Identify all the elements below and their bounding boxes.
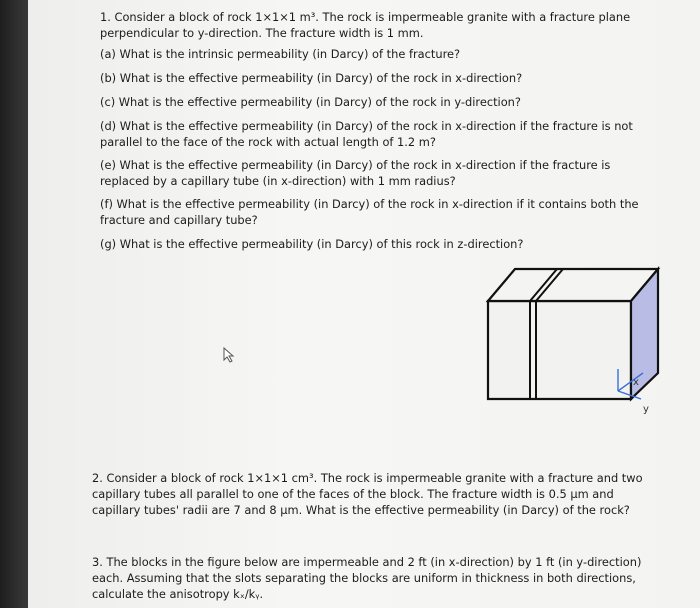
q1-part-f-line1: (f) What is the effective permeability (in Darcy) of the rock in x-direction if it contains both the	[100, 197, 639, 211]
q1-part-a: (a) What is the intrinsic permeability (in Darcy) of the fracture?	[100, 47, 461, 61]
axis-label-y: y	[643, 404, 649, 415]
axis-label-x: x	[633, 377, 639, 388]
q1-part-c: (c) What is the effective permeability (in Darcy) of the rock in y-direction?	[100, 95, 521, 109]
q1-part-f-line2: fracture and capillary tube?	[100, 213, 258, 227]
q1-part-d-line2: parallel to the face of the rock with actual length of 1.2 m?	[100, 135, 436, 149]
q1-part-d-line1: (d) What is the effective permeability (in Darcy) of the rock in x-direction if the fracture is not	[100, 119, 633, 133]
photo-dark-edge	[0, 0, 28, 608]
q3-line2: each. Assuming that the slots separating the blocks are uniform in thickness in both directions,	[92, 571, 636, 585]
q2-line1: 2. Consider a block of rock 1×1×1 cm³. The rock is impermeable granite with a fracture and two	[92, 471, 643, 485]
rock-block-figure	[483, 265, 663, 425]
q1-part-e-line1: (e) What is the effective permeability (in Darcy) of the rock in x-direction if the fracture is	[100, 158, 611, 172]
q3-line1: 3. The blocks in the figure below are impermeable and 2 ft (in x-direction) by 1 ft (in y-direction)	[92, 555, 642, 569]
q1-part-g: (g) What is the effective permeability (in Darcy) of this rock in z-direction?	[100, 237, 524, 251]
q1-line2: perpendicular to y-direction. The fracture width is 1 mm.	[100, 26, 424, 40]
q1-line1: 1. Consider a block of rock 1×1×1 m³. The rock is impermeable granite with a fracture plane	[100, 10, 631, 24]
q2-line2: capillary tubes all parallel to one of the faces of the block. The fracture width is 0.5 μm and	[92, 487, 614, 501]
block-front-face	[488, 301, 631, 399]
q2-line3: capillary tubes' radii are 7 and 8 μm. What is the effective permeability (in Darcy) of the rock?	[92, 503, 630, 517]
mouse-cursor-icon	[222, 347, 236, 363]
q1-part-b: (b) What is the effective permeability (in Darcy) of the rock in x-direction?	[100, 71, 523, 85]
q1-part-e-line2: replaced by a capillary tube (in x-direction) with 1 mm radius?	[100, 174, 456, 188]
q3-line3: calculate the anisotropy kₓ/kᵧ.	[92, 587, 264, 601]
block-top-face	[488, 269, 658, 301]
